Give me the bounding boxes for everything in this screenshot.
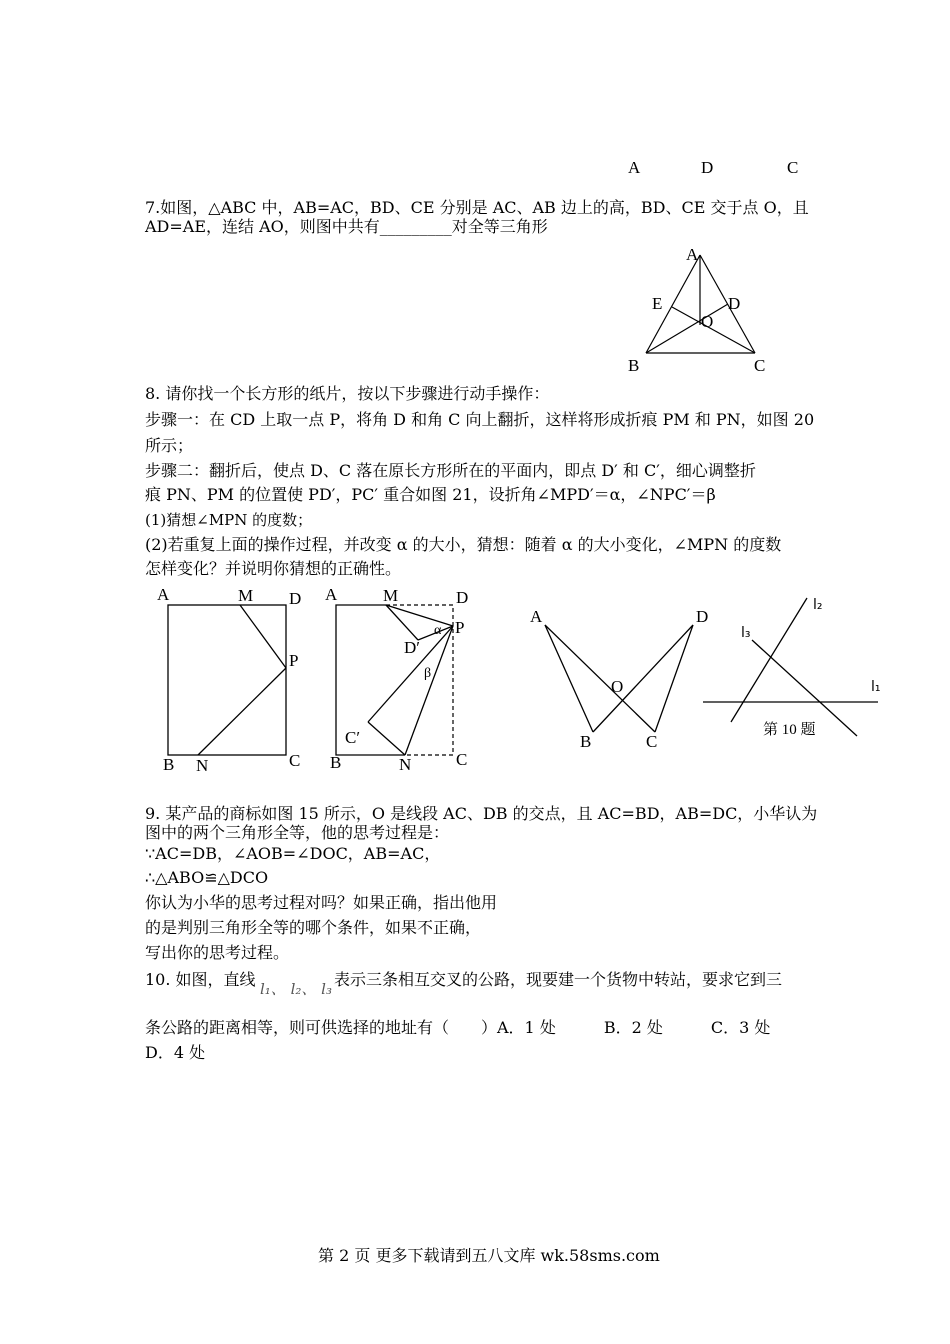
q7-line-1: 7.如图，△ABC 中，AB=AC，BD、CE 分别是 AC、AB 边上的高，BD、CE 交于点 O，且 bbox=[145, 198, 809, 217]
fig21-label-beta: β bbox=[424, 666, 432, 681]
q7-label-a: A bbox=[686, 245, 699, 264]
fig21-label-alpha: α bbox=[434, 623, 442, 638]
q7-label-e: E bbox=[652, 294, 663, 313]
q9-label-a: A bbox=[530, 607, 543, 626]
q9-label-d: D bbox=[696, 607, 709, 626]
q8-line-1: 8. 请你找一个长方形的纸片，按以下步骤进行动手操作： bbox=[145, 384, 550, 403]
top-label-d: D bbox=[701, 158, 714, 177]
fig20-label-n: N bbox=[196, 756, 209, 775]
q10-prefix: 10. 如图，直线 bbox=[145, 970, 256, 989]
q10-inline-lines: l₁、 l₂、 l₃ bbox=[260, 980, 332, 998]
q10-label-l1: l₁ bbox=[871, 679, 881, 695]
q10-caption: 第 10 题 bbox=[763, 722, 816, 738]
fig20-label-p: P bbox=[289, 651, 299, 670]
q9-line-2: 图中的两个三角形全等，他的思考过程是： bbox=[145, 823, 450, 842]
q7-label-o: O bbox=[701, 312, 714, 331]
fig21-label-c: C bbox=[456, 750, 468, 769]
q8-line-4: 步骤二：翻折后，使点 D、C 落在原长方形所在的平面内，即点 D′ 和 C′，细心调整折 bbox=[145, 461, 756, 480]
fig20-label-a: A bbox=[157, 585, 170, 604]
q8-line-6: (1)猜想∠MPN 的度数； bbox=[145, 511, 313, 529]
q10-label-l2: l₂ bbox=[813, 597, 823, 613]
fig21-label-cprime: C′ bbox=[345, 728, 361, 747]
fig21-label-p: P bbox=[455, 618, 465, 637]
q8-line-7: (2)若重复上面的操作过程，并改变 α 的大小，猜想：随着 α 的大小变化，∠MPN 的度数 bbox=[145, 535, 782, 554]
fig21-dashed bbox=[386, 605, 453, 755]
q9-label-c: C bbox=[646, 732, 658, 751]
q9-line-4: ∴△ABO≌△DCO bbox=[145, 868, 269, 887]
fig20-rectangle bbox=[168, 605, 286, 755]
q8-line-8: 怎样变化？并说明你猜想的正确性。 bbox=[145, 559, 402, 578]
q9-line-3: ∵AC=DB，∠AOB=∠DOC，AB=AC， bbox=[145, 844, 441, 863]
q7-label-c: C bbox=[754, 356, 766, 375]
q10-line-2: 条公路的距离相等，则可供选择的地址有（ ）A．1 处 B．2 处 C．3 处 bbox=[145, 1018, 771, 1037]
q9-line-5: 你认为小华的思考过程对吗？如果正确，指出他用 bbox=[145, 893, 498, 912]
page-footer: 第 2 页 更多下载请到五八文库 wk.58sms.com bbox=[318, 1246, 660, 1265]
q7-label-d: D bbox=[728, 294, 741, 313]
fig20-label-c: C bbox=[289, 751, 301, 770]
q9-label-o: O bbox=[611, 677, 624, 696]
q9-line-6: 的是判别三角形全等的哪个条件，如果不正确， bbox=[145, 918, 482, 937]
fig21-label-n: N bbox=[399, 755, 412, 774]
fig20-label-d: D bbox=[289, 589, 302, 608]
q10-suffix: 表示三条相互交叉的公路，现要建一个货物中转站，要求它到三 bbox=[334, 970, 783, 989]
q9-label-b: B bbox=[580, 732, 592, 751]
top-label-a: A bbox=[628, 158, 641, 177]
fig21-label-d: D bbox=[456, 588, 469, 607]
fig21-label-b: B bbox=[330, 753, 342, 772]
q9-line-7: 写出你的思考过程。 bbox=[145, 943, 290, 962]
q10-line-3: D．4 处 bbox=[145, 1043, 206, 1062]
q10-label-l3: l₃ bbox=[741, 625, 751, 641]
q10-figure bbox=[703, 598, 878, 736]
fig21-label-dprime: D′ bbox=[404, 638, 420, 657]
fig21-label-a: A bbox=[325, 585, 338, 604]
fig21-label-m: M bbox=[383, 586, 399, 605]
q7-line-2: AD=AE，连结 AO，则图中共有_________对全等三角形 bbox=[145, 217, 548, 236]
q7-label-b: B bbox=[628, 356, 640, 375]
q9-line-1: 9. 某产品的商标如图 15 所示，O 是线段 AC、DB 的交点，且 AC=BD，AB=DC，小华认为 bbox=[145, 804, 818, 823]
fig20-label-m: M bbox=[238, 586, 254, 605]
q8-line-2: 步骤一：在 CD 上取一点 P，将角 D 和角 C 向上翻折，这样将形成折痕 PM 和 PN，如图 20 bbox=[145, 410, 815, 429]
fig20-label-b: B bbox=[163, 755, 175, 774]
top-label-c: C bbox=[787, 158, 799, 177]
q8-line-3: 所示； bbox=[145, 436, 194, 455]
q8-line-5: 痕 PN、PM 的位置使 PD′，PC′ 重合如图 21，设折角∠MPD′＝α，∠NPC′＝β bbox=[145, 485, 716, 504]
